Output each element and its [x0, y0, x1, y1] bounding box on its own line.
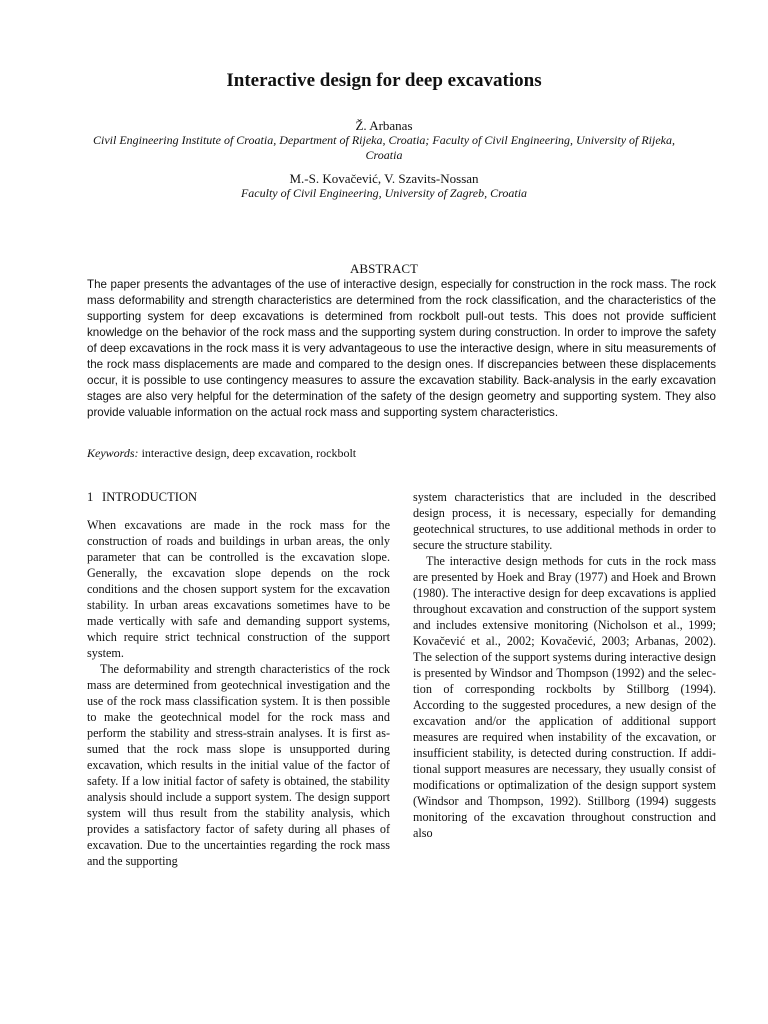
- paragraph: The interactive design methods for cuts in the rock mass are presented by Hoek and Bray (1977) and Hoek and Brown (1980). The interactive design for deep excavations is applied throughout excavation and construction of the support system and includes extensive monitoring (Nicholson et al., 1999; Kovačević et al., 2002; Kovačević, 2003; Arbanas, 2002). The selection of the support systems during interactive design is presented by Windsor and Thompson (1992) and the selection of corresponding rockbolts by Stillborg (1994). According to the suggested procedures, a new design of the excavation and/or the application of additional support measures are required when instability of the excavation, or insufficient stability, is detected during construction. If additional support measures are necessary, they usually consist of modifications or optimalization of the design support system (Windsor and Thompson, 1992). Stillborg (1994) suggests monitoring of the excavation throughout construction and also: [413, 554, 716, 840]
- paragraph: When excavations are made in the rock mass for the construction of roads and buildings in urban areas, the only parameter that can be controlled is the excavation slope. Generally, the excavation slope depends on the rock conditions and the chosen support system for the excavation stability. In urban areas excavations sometimes have to be made vertically with safe and demanding support systems, which require strict technical construction of the support system.: [87, 518, 390, 660]
- paragraph: The deformability and strength characteristics of the rock mass are determined from geotechnical investigation and the use of the rock mass classification system. It is then possible to make the geotechnical model for the rock mass and perform the stability and stress-strain analyses. It is first assumed that the rock mass slope is unsupported during excavation, which results in the initial value of the factor of safety. If a low initial factor of safety is obtained, the stability analysis should include a support system. The design support system will thus result from the stability analysis, which provides a satisfactory factor of safety during all phases of excavation. Due to the uncertainties regarding the rock mass and the supporting: [87, 662, 390, 868]
- section-heading: [87, 489, 390, 505]
- keywords-line: [87, 446, 716, 461]
- paragraph: system characteristics that are included in the described design process, it is necessary, especially for demanding geotechnical structures, to use additional methods in order to secure the structure stability.: [413, 490, 716, 552]
- section-number: 1: [87, 490, 94, 504]
- keywords-text: interactive design, deep excavation, rockbolt: [141, 446, 357, 460]
- paper-title: Interactive design for deep excavations: [226, 70, 542, 91]
- author-names-2: M.-S. Kovačević, V. Szavits-Nossan: [289, 171, 479, 186]
- author-affiliation-2: Faculty of Civil Engineering, University of Zagreb, Croatia: [240, 186, 528, 200]
- author-names-1: Ž. Arbanas: [355, 118, 413, 133]
- right-column: [413, 489, 716, 841]
- author-affiliation-1: Civil Engineering Institute of Croatia, Department of Rijeka, Croatia; Faculty of Civil Engineering, University of Rijeka, Croatia: [92, 133, 676, 162]
- abstract-heading: ABSTRACT: [350, 261, 418, 276]
- keywords-label: Keywords:: [87, 446, 139, 460]
- left-column: [87, 489, 390, 869]
- abstract-text: The paper presents the advantages of the use of interactive design, especially for construction in the rock mass. The rock mass deformability and strength characteristics are determined from the rock classification, and the characteristics of the supporting system for deep excavations is determined from rockbolt pull-out tests. This does not provide sufficient knowledge on the behavior of the rock mass and the supporting system during construction. In order to improve the safety of deep excavations in the rock mass it is very advantageous to use the interactive design, where in situ measurements of the rock mass displacements are made and compared to the design ones. If discrepancies between these displacements occur, it is possible to use contingency measures to assure the excavation stability. Back-analysis in the early excavation stages are also very helpful for the determination of the safety of the design geometry and supporting system. They also provide valuable information on the actual rock mass and supporting system characteristics.: [87, 278, 716, 419]
- section-title: INTRODUCTION: [102, 490, 198, 504]
